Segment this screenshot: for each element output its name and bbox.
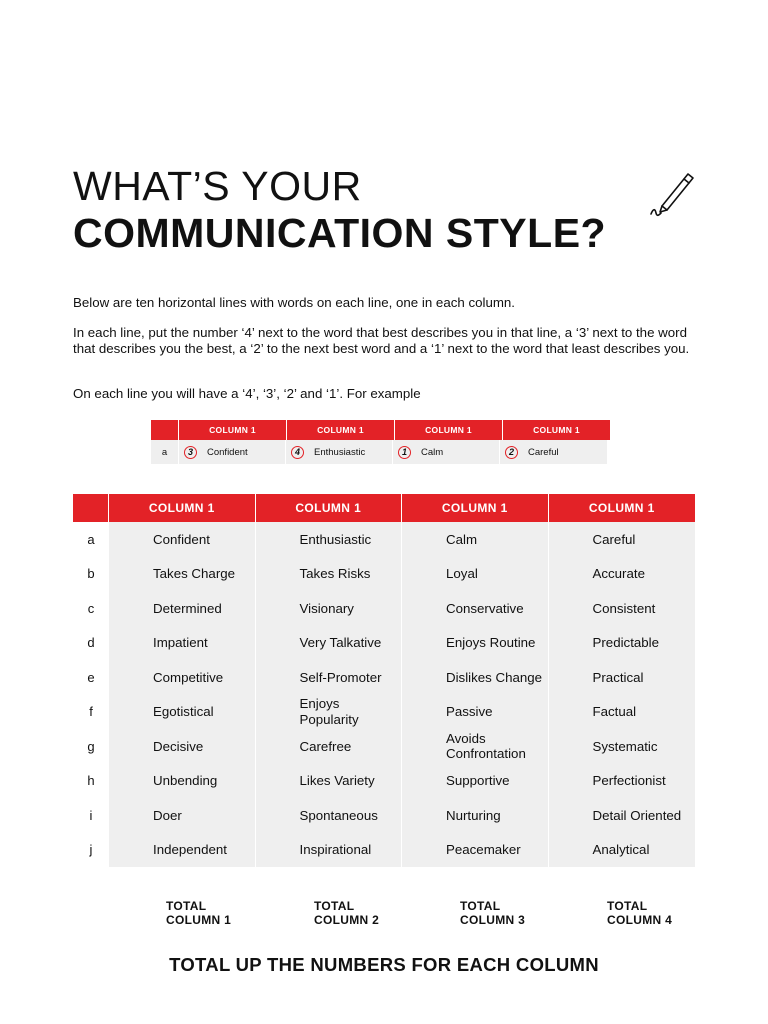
- total-label: [166, 899, 231, 927]
- word-cell[interactable]: Analytical: [549, 833, 696, 868]
- word-cell[interactable]: Visionary: [256, 591, 403, 626]
- word-cell[interactable]: Self-Promoter: [256, 660, 403, 695]
- word-cell[interactable]: Passive: [402, 695, 549, 730]
- total-label-line: TOTAL: [460, 899, 501, 913]
- intro-paragraph-1: Below are ten horizontal lines with words on each line, one in each column.: [73, 295, 516, 310]
- row-letter: g: [73, 729, 109, 764]
- word-cell[interactable]: Perfectionist: [549, 764, 696, 799]
- total-label: [460, 899, 525, 927]
- row-letter: h: [73, 764, 109, 799]
- word-cell[interactable]: Nurturing: [402, 798, 549, 833]
- example-cell: [500, 440, 607, 464]
- example-word: Calm: [421, 446, 444, 458]
- word-cell[interactable]: Confident: [109, 522, 256, 557]
- example-header-corner: [151, 420, 179, 440]
- example-header-cell: COLUMN 1: [179, 420, 287, 440]
- table-row: [73, 695, 695, 730]
- pencil-icon: [648, 168, 698, 218]
- word-cell[interactable]: Decisive: [109, 729, 256, 764]
- word-cell[interactable]: Takes Charge: [109, 557, 256, 592]
- word-cell[interactable]: Loyal: [402, 557, 549, 592]
- intro-paragraph-3: On each line you will have a ‘4’, ‘3’, ‘2’ and ‘1’. For example: [73, 386, 421, 401]
- total-label: [314, 899, 379, 927]
- word-cell[interactable]: Accurate: [549, 557, 696, 592]
- word-cell[interactable]: Determined: [109, 591, 256, 626]
- example-word: Enthusiastic: [314, 446, 366, 458]
- word-cell[interactable]: Factual: [549, 695, 696, 730]
- table-row: [73, 833, 695, 868]
- circled-number: 4: [291, 446, 304, 459]
- table-header-cell: COLUMN 1: [109, 494, 256, 522]
- table-header-cell: COLUMN 1: [256, 494, 403, 522]
- row-letter: i: [73, 798, 109, 833]
- word-cell[interactable]: Peacemaker: [402, 833, 549, 868]
- table-header-row: [73, 494, 695, 522]
- word-cell[interactable]: Enjoys Routine: [402, 626, 549, 661]
- table-row: [73, 626, 695, 661]
- example-header-cell: COLUMN 1: [395, 420, 503, 440]
- row-letter: a: [73, 522, 109, 557]
- table-row: [73, 557, 695, 592]
- word-cell[interactable]: Likes Variety: [256, 764, 403, 799]
- word-cell[interactable]: Very Talkative: [256, 626, 403, 661]
- total-label-line: COLUMN 1: [166, 913, 232, 927]
- page-title-line-2: COMMUNICATION STYLE?: [73, 210, 607, 256]
- word-cell[interactable]: Takes Risks: [256, 557, 403, 592]
- example-header-cell: COLUMN 1: [503, 420, 610, 440]
- total-label-line: COLUMN 3: [460, 913, 526, 927]
- row-letter: d: [73, 626, 109, 661]
- example-row-letter: a: [151, 440, 179, 464]
- row-letter: f: [73, 695, 109, 730]
- communication-style-table: [73, 494, 695, 867]
- table-row: [73, 660, 695, 695]
- table-row: [73, 729, 695, 764]
- circled-number: 3: [184, 446, 197, 459]
- word-cell[interactable]: Careful: [549, 522, 696, 557]
- example-word: Careful: [528, 446, 559, 458]
- total-label-line: TOTAL: [166, 899, 207, 913]
- word-cell[interactable]: Dislikes Change: [402, 660, 549, 695]
- table-header-cell: COLUMN 1: [402, 494, 549, 522]
- word-cell[interactable]: Calm: [402, 522, 549, 557]
- example-header-row: [151, 420, 611, 440]
- example-cell: [179, 440, 286, 464]
- example-word: Confident: [207, 446, 248, 458]
- example-cell: [286, 440, 393, 464]
- row-letter: b: [73, 557, 109, 592]
- circled-number: 1: [398, 446, 411, 459]
- table-row: [73, 591, 695, 626]
- word-cell[interactable]: Conservative: [402, 591, 549, 626]
- total-label-line: COLUMN 4: [607, 913, 673, 927]
- footer-instruction: TOTAL UP THE NUMBERS FOR EACH COLUMN: [169, 954, 599, 975]
- word-cell[interactable]: Avoids Confrontation: [402, 729, 549, 764]
- word-cell[interactable]: Consistent: [549, 591, 696, 626]
- intro-paragraph-2: In each line, put the number ‘4’ next to the word that best describes you in that line, a ‘3’ next to the word that describes you the best, a ‘2’ to the next best word and a ‘1’ next to the word that least describes you.: [73, 325, 690, 356]
- word-cell[interactable]: Carefree: [256, 729, 403, 764]
- row-letter: c: [73, 591, 109, 626]
- word-cell[interactable]: Doer: [109, 798, 256, 833]
- word-cell[interactable]: Enthusiastic: [256, 522, 403, 557]
- table-body: [73, 522, 695, 867]
- row-letter: j: [73, 833, 109, 868]
- total-label-line: COLUMN 2: [314, 913, 380, 927]
- word-cell[interactable]: Spontaneous: [256, 798, 403, 833]
- word-cell[interactable]: Enjoys Popularity: [256, 695, 403, 730]
- total-label-line: TOTAL: [607, 899, 648, 913]
- word-cell[interactable]: Unbending: [109, 764, 256, 799]
- circled-number: 2: [505, 446, 518, 459]
- table-row: [73, 798, 695, 833]
- word-cell[interactable]: Inspirational: [256, 833, 403, 868]
- table-row: [73, 764, 695, 799]
- word-cell[interactable]: Egotistical: [109, 695, 256, 730]
- example-table: [151, 420, 611, 464]
- totals-row: [0, 899, 768, 931]
- example-cell: [393, 440, 500, 464]
- word-cell[interactable]: Competitive: [109, 660, 256, 695]
- example-header-cell: COLUMN 1: [287, 420, 395, 440]
- word-cell[interactable]: Independent: [109, 833, 256, 868]
- word-cell[interactable]: Predictable: [549, 626, 696, 661]
- total-label-line: TOTAL: [314, 899, 355, 913]
- word-cell[interactable]: Supportive: [402, 764, 549, 799]
- table-header-cell: COLUMN 1: [549, 494, 696, 522]
- table-row: [73, 522, 695, 557]
- row-letter: e: [73, 660, 109, 695]
- total-label: [607, 899, 672, 927]
- word-cell[interactable]: Practical: [549, 660, 696, 695]
- word-cell[interactable]: Impatient: [109, 626, 256, 661]
- example-row: [151, 440, 611, 464]
- word-cell[interactable]: Detail Oriented: [549, 798, 696, 833]
- word-cell[interactable]: Systematic: [549, 729, 696, 764]
- page-title-line-1: WHAT’S YOUR: [73, 163, 362, 209]
- table-header-corner: [73, 494, 109, 522]
